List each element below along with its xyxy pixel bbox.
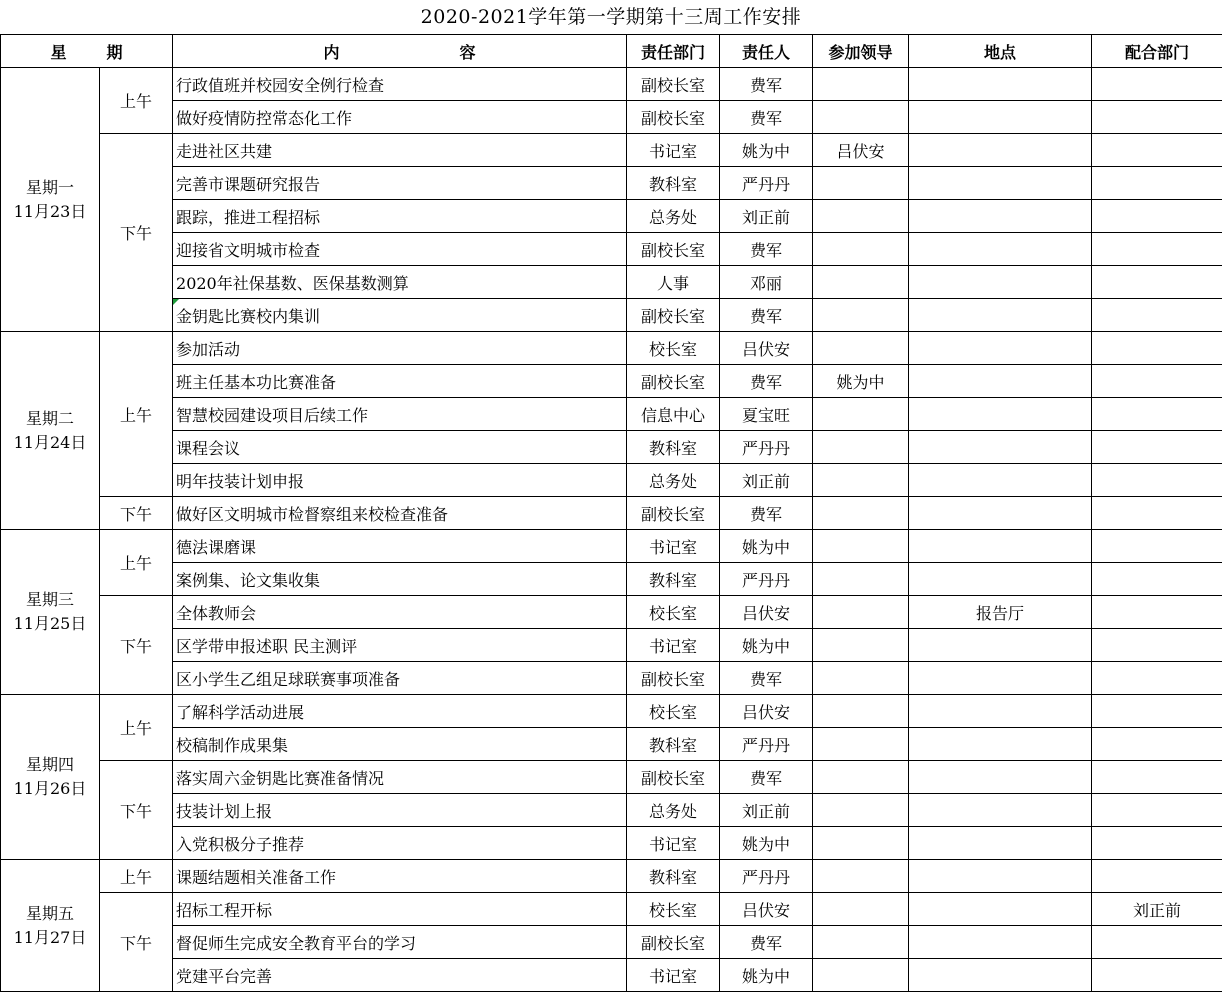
table-row xyxy=(1,794,1222,827)
table-row xyxy=(1,365,1222,398)
period-label: 上午 xyxy=(100,332,173,497)
content-cell: 入党积极分子推荐 xyxy=(173,827,627,860)
weekday-cell xyxy=(1,68,100,332)
table-row xyxy=(1,728,1222,761)
leader-cell xyxy=(813,431,909,464)
table-row xyxy=(1,893,1222,926)
dept-cell: 书记室 xyxy=(627,629,720,662)
partner-cell xyxy=(1092,959,1222,992)
dept-cell: 副校长室 xyxy=(627,662,720,695)
person-cell: 严丹丹 xyxy=(720,728,813,761)
partner-cell xyxy=(1092,563,1222,596)
dept-cell: 教科室 xyxy=(627,728,720,761)
content-cell: 走进社区共建 xyxy=(173,134,627,167)
place-cell xyxy=(909,893,1092,926)
leader-cell xyxy=(813,101,909,134)
place-cell xyxy=(909,563,1092,596)
leader-cell xyxy=(813,530,909,563)
partner-cell xyxy=(1092,332,1222,365)
dept-cell: 副校长室 xyxy=(627,299,720,332)
weekday-cell xyxy=(1,695,100,860)
schedule-body xyxy=(1,68,1222,992)
person-cell: 费军 xyxy=(720,662,813,695)
dept-cell: 副校长室 xyxy=(627,761,720,794)
place-cell xyxy=(909,464,1092,497)
partner-cell xyxy=(1092,431,1222,464)
table-row xyxy=(1,497,1222,530)
person-cell: 邓丽 xyxy=(720,266,813,299)
leader-cell xyxy=(813,596,909,629)
partner-cell xyxy=(1092,497,1222,530)
content-cell: 案例集、论文集收集 xyxy=(173,563,627,596)
place-cell xyxy=(909,827,1092,860)
content-cell: 党建平台完善 xyxy=(173,959,627,992)
leader-cell xyxy=(813,794,909,827)
leader-cell xyxy=(813,761,909,794)
person-cell: 费军 xyxy=(720,101,813,134)
weekday-cell xyxy=(1,530,100,695)
content-cell: 了解科学活动进展 xyxy=(173,695,627,728)
content-cell: 全体教师会 xyxy=(173,596,627,629)
person-cell: 刘正前 xyxy=(720,464,813,497)
leader-cell: 吕伏安 xyxy=(813,134,909,167)
partner-cell xyxy=(1092,101,1222,134)
dept-cell: 教科室 xyxy=(627,167,720,200)
table-row xyxy=(1,398,1222,431)
partner-cell xyxy=(1092,200,1222,233)
person-cell: 严丹丹 xyxy=(720,431,813,464)
dept-cell: 总务处 xyxy=(627,464,720,497)
person-cell: 夏宝旺 xyxy=(720,398,813,431)
dept-cell: 教科室 xyxy=(627,860,720,893)
partner-cell xyxy=(1092,233,1222,266)
content-cell: 校稿制作成果集 xyxy=(173,728,627,761)
content-cell: 完善市课题研究报告 xyxy=(173,167,627,200)
weekday-cell xyxy=(1,332,100,530)
partner-cell xyxy=(1092,695,1222,728)
dept-cell: 总务处 xyxy=(627,200,720,233)
content-cell: 智慧校园建设项目后续工作 xyxy=(173,398,627,431)
date-label: 11月24日 xyxy=(1,431,99,455)
place-cell xyxy=(909,332,1092,365)
dept-cell: 副校长室 xyxy=(627,365,720,398)
table-row xyxy=(1,332,1222,365)
leader-cell xyxy=(813,695,909,728)
leader-cell xyxy=(813,398,909,431)
place-cell xyxy=(909,728,1092,761)
place-cell xyxy=(909,101,1092,134)
content-cell: 督促师生完成安全教育平台的学习 xyxy=(173,926,627,959)
table-row xyxy=(1,167,1222,200)
table-row xyxy=(1,68,1222,101)
leader-cell xyxy=(813,959,909,992)
header-row xyxy=(1,35,1222,68)
content-cell: 金钥匙比赛校内集训 xyxy=(173,299,627,332)
leader-cell xyxy=(813,266,909,299)
table-row xyxy=(1,761,1222,794)
dept-cell: 副校长室 xyxy=(627,926,720,959)
partner-cell xyxy=(1092,167,1222,200)
header-leader: 参加领导 xyxy=(813,35,909,68)
person-cell: 姚为中 xyxy=(720,827,813,860)
dept-cell: 书记室 xyxy=(627,827,720,860)
leader-cell xyxy=(813,728,909,761)
content-cell: 做好疫情防控常态化工作 xyxy=(173,101,627,134)
period-label: 上午 xyxy=(100,68,173,134)
place-cell xyxy=(909,662,1092,695)
table-row xyxy=(1,563,1222,596)
leader-cell xyxy=(813,497,909,530)
content-cell: 参加活动 xyxy=(173,332,627,365)
person-cell: 吕伏安 xyxy=(720,596,813,629)
place-cell xyxy=(909,629,1092,662)
place-cell xyxy=(909,497,1092,530)
period-label: 下午 xyxy=(100,761,173,860)
content-cell: 迎接省文明城市检查 xyxy=(173,233,627,266)
partner-cell xyxy=(1092,68,1222,101)
dept-cell: 副校长室 xyxy=(627,233,720,266)
content-cell: 区学带申报述职 民主测评 xyxy=(173,629,627,662)
dept-cell: 教科室 xyxy=(627,563,720,596)
content-cell: 课程会议 xyxy=(173,431,627,464)
partner-cell xyxy=(1092,794,1222,827)
leader-cell xyxy=(813,200,909,233)
content-cell: 明年技装计划申报 xyxy=(173,464,627,497)
table-row xyxy=(1,266,1222,299)
date-label: 11月27日 xyxy=(1,926,99,950)
leader-cell xyxy=(813,68,909,101)
header-content: 内容 xyxy=(173,35,627,68)
place-cell xyxy=(909,266,1092,299)
partner-cell xyxy=(1092,134,1222,167)
dept-cell: 人事 xyxy=(627,266,720,299)
period-label: 下午 xyxy=(100,134,173,332)
dept-cell: 校长室 xyxy=(627,893,720,926)
weekday-label: 星期二 xyxy=(1,407,99,431)
content-cell: 德法课磨课 xyxy=(173,530,627,563)
person-cell: 姚为中 xyxy=(720,530,813,563)
table-row xyxy=(1,431,1222,464)
partner-cell xyxy=(1092,728,1222,761)
schedule-title: 2020-2021学年第一学期第十三周工作安排 xyxy=(0,0,1222,34)
table-row xyxy=(1,101,1222,134)
partner-cell xyxy=(1092,629,1222,662)
header-place: 地点 xyxy=(909,35,1092,68)
content-cell: 跟踪，推进工程招标 xyxy=(173,200,627,233)
content-cell: 2020年社保基数、医保基数测算 xyxy=(173,266,627,299)
partner-cell xyxy=(1092,464,1222,497)
dept-cell: 书记室 xyxy=(627,959,720,992)
leader-cell xyxy=(813,332,909,365)
partner-cell: 刘正前 xyxy=(1092,893,1222,926)
person-cell: 费军 xyxy=(720,365,813,398)
leader-cell xyxy=(813,563,909,596)
dept-cell: 副校长室 xyxy=(627,497,720,530)
dept-cell: 教科室 xyxy=(627,431,720,464)
partner-cell xyxy=(1092,761,1222,794)
place-cell xyxy=(909,200,1092,233)
weekday-label: 星期四 xyxy=(1,753,99,777)
content-cell: 技装计划上报 xyxy=(173,794,627,827)
leader-cell xyxy=(813,464,909,497)
table-row xyxy=(1,827,1222,860)
period-label: 上午 xyxy=(100,695,173,761)
leader-cell xyxy=(813,629,909,662)
person-cell: 严丹丹 xyxy=(720,860,813,893)
person-cell: 吕伏安 xyxy=(720,695,813,728)
partner-cell xyxy=(1092,266,1222,299)
period-label: 下午 xyxy=(100,497,173,530)
place-cell xyxy=(909,959,1092,992)
date-label: 11月25日 xyxy=(1,612,99,636)
leader-cell xyxy=(813,860,909,893)
period-label: 下午 xyxy=(100,893,173,992)
person-cell: 费军 xyxy=(720,233,813,266)
header-dept: 责任部门 xyxy=(627,35,720,68)
table-row xyxy=(1,662,1222,695)
header-day: 星期 xyxy=(1,35,173,68)
place-cell xyxy=(909,761,1092,794)
place-cell xyxy=(909,794,1092,827)
place-cell xyxy=(909,365,1092,398)
weekday-label: 星期三 xyxy=(1,588,99,612)
dept-cell: 总务处 xyxy=(627,794,720,827)
table-row xyxy=(1,959,1222,992)
period-label: 上午 xyxy=(100,860,173,893)
table-row xyxy=(1,530,1222,563)
partner-cell xyxy=(1092,827,1222,860)
table-row xyxy=(1,134,1222,167)
place-cell xyxy=(909,860,1092,893)
person-cell: 吕伏安 xyxy=(720,332,813,365)
person-cell: 费军 xyxy=(720,68,813,101)
person-cell: 费军 xyxy=(720,761,813,794)
content-cell: 行政值班并校园安全例行检查 xyxy=(173,68,627,101)
table-row xyxy=(1,926,1222,959)
period-label: 下午 xyxy=(100,596,173,695)
content-cell: 区小学生乙组足球联赛事项准备 xyxy=(173,662,627,695)
person-cell: 严丹丹 xyxy=(720,563,813,596)
content-cell: 班主任基本功比赛准备 xyxy=(173,365,627,398)
person-cell: 刘正前 xyxy=(720,200,813,233)
person-cell: 费军 xyxy=(720,299,813,332)
leader-cell xyxy=(813,662,909,695)
place-cell xyxy=(909,695,1092,728)
dept-cell: 校长室 xyxy=(627,332,720,365)
partner-cell xyxy=(1092,530,1222,563)
table-row xyxy=(1,464,1222,497)
date-label: 11月26日 xyxy=(1,777,99,801)
place-cell: 报告厅 xyxy=(909,596,1092,629)
leader-cell xyxy=(813,299,909,332)
person-cell: 吕伏安 xyxy=(720,893,813,926)
leader-cell xyxy=(813,827,909,860)
place-cell xyxy=(909,299,1092,332)
partner-cell xyxy=(1092,365,1222,398)
header-person: 责任人 xyxy=(720,35,813,68)
dept-cell: 校长室 xyxy=(627,596,720,629)
schedule-table xyxy=(0,34,1222,992)
leader-cell xyxy=(813,167,909,200)
place-cell xyxy=(909,167,1092,200)
partner-cell xyxy=(1092,299,1222,332)
period-label: 上午 xyxy=(100,530,173,596)
weekday-label: 星期一 xyxy=(1,176,99,200)
person-cell: 姚为中 xyxy=(720,629,813,662)
dept-cell: 副校长室 xyxy=(627,101,720,134)
leader-cell xyxy=(813,926,909,959)
place-cell xyxy=(909,68,1092,101)
table-row xyxy=(1,629,1222,662)
leader-cell: 姚为中 xyxy=(813,365,909,398)
leader-cell xyxy=(813,893,909,926)
place-cell xyxy=(909,134,1092,167)
weekday-cell xyxy=(1,860,100,992)
content-cell: 课题结题相关准备工作 xyxy=(173,860,627,893)
table-row xyxy=(1,233,1222,266)
content-cell: 落实周六金钥匙比赛准备情况 xyxy=(173,761,627,794)
weekday-label: 星期五 xyxy=(1,902,99,926)
place-cell xyxy=(909,233,1092,266)
place-cell xyxy=(909,530,1092,563)
dept-cell: 书记室 xyxy=(627,134,720,167)
person-cell: 姚为中 xyxy=(720,134,813,167)
person-cell: 严丹丹 xyxy=(720,167,813,200)
dept-cell: 校长室 xyxy=(627,695,720,728)
person-cell: 姚为中 xyxy=(720,959,813,992)
person-cell: 费军 xyxy=(720,497,813,530)
table-row xyxy=(1,200,1222,233)
table-row xyxy=(1,299,1222,332)
header-partner: 配合部门 xyxy=(1092,35,1222,68)
table-row xyxy=(1,860,1222,893)
dept-cell: 副校长室 xyxy=(627,68,720,101)
content-cell: 做好区文明城市检督察组来校检查准备 xyxy=(173,497,627,530)
table-row xyxy=(1,596,1222,629)
partner-cell xyxy=(1092,596,1222,629)
partner-cell xyxy=(1092,398,1222,431)
date-label: 11月23日 xyxy=(1,200,99,224)
table-row xyxy=(1,695,1222,728)
content-cell: 招标工程开标 xyxy=(173,893,627,926)
leader-cell xyxy=(813,233,909,266)
partner-cell xyxy=(1092,926,1222,959)
partner-cell xyxy=(1092,662,1222,695)
place-cell xyxy=(909,398,1092,431)
dept-cell: 书记室 xyxy=(627,530,720,563)
place-cell xyxy=(909,926,1092,959)
person-cell: 刘正前 xyxy=(720,794,813,827)
dept-cell: 信息中心 xyxy=(627,398,720,431)
place-cell xyxy=(909,431,1092,464)
partner-cell xyxy=(1092,860,1222,893)
person-cell: 费军 xyxy=(720,926,813,959)
